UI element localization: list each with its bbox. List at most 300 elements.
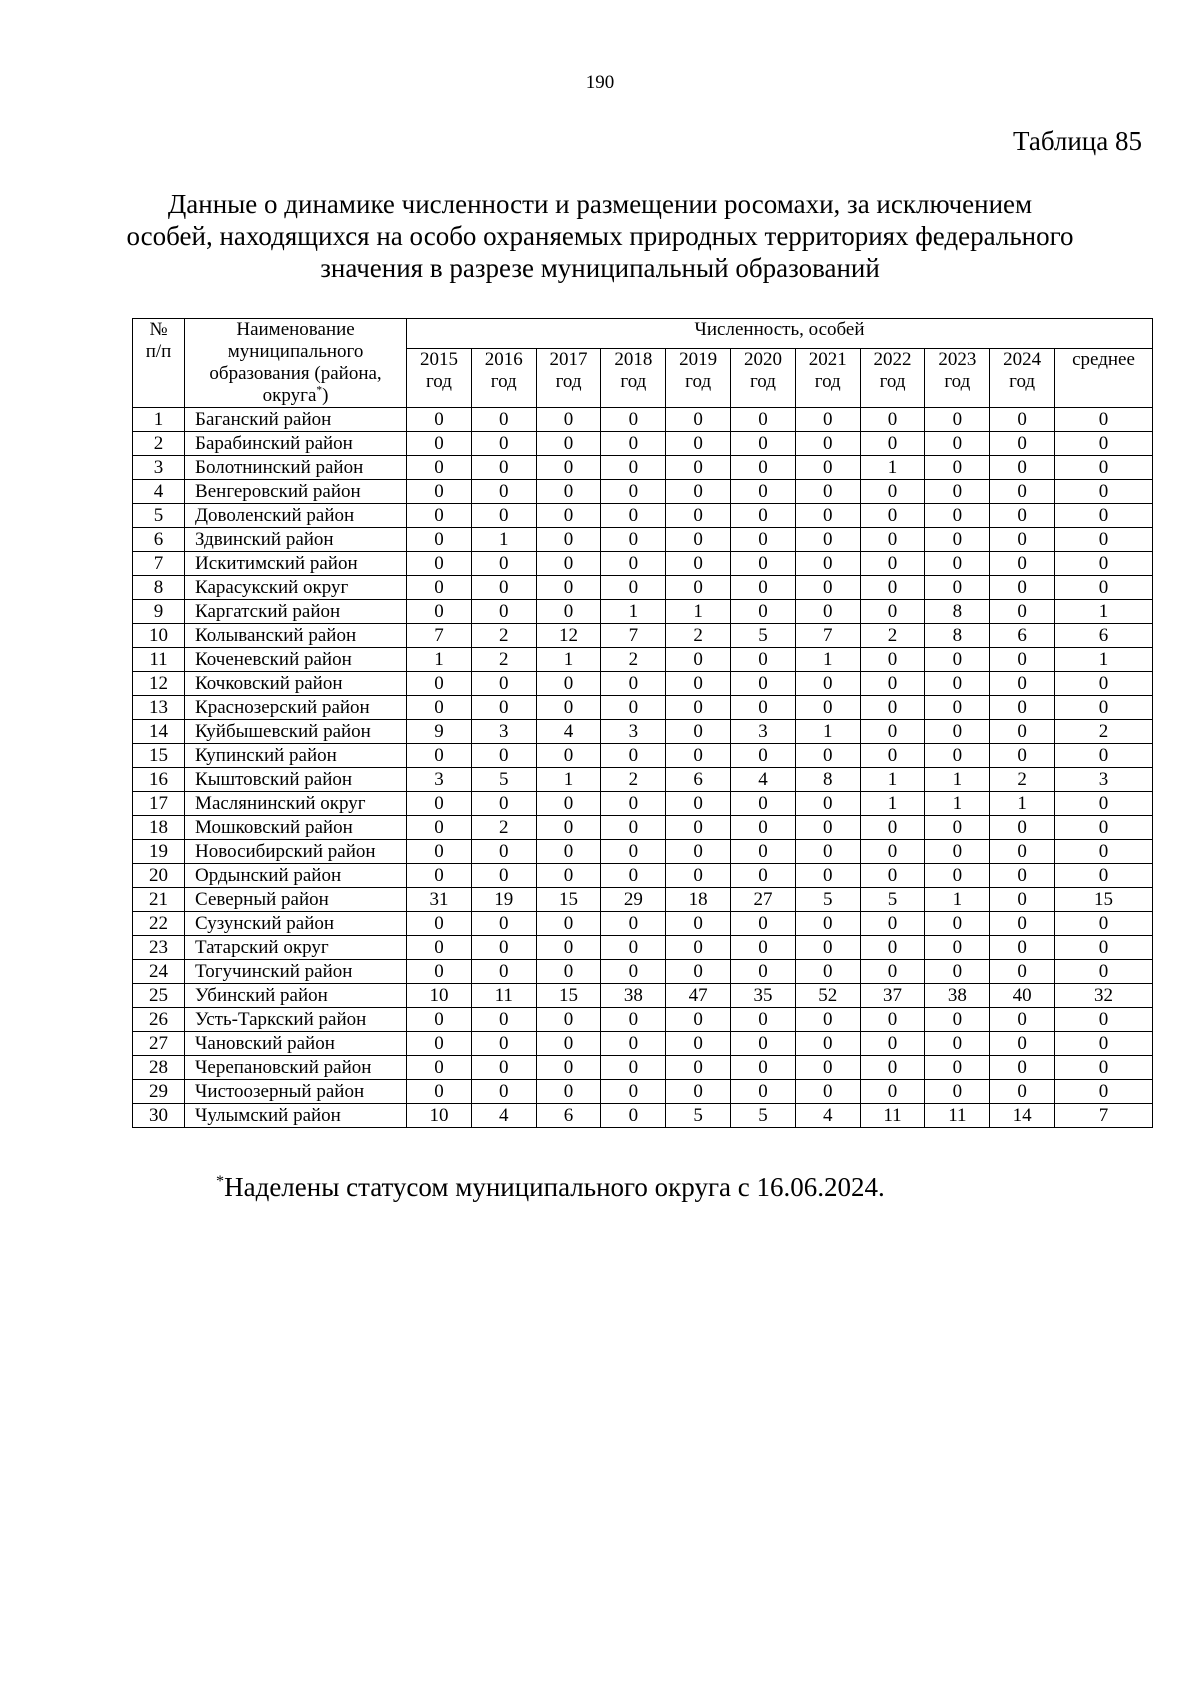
count-value: 0 bbox=[990, 552, 1055, 576]
count-value: 2 bbox=[601, 768, 666, 792]
year-value: 2018 bbox=[614, 349, 653, 371]
average-value: 0 bbox=[1055, 912, 1153, 936]
count-value: 0 bbox=[471, 408, 536, 432]
count-value: 0 bbox=[407, 432, 472, 456]
count-value: 5 bbox=[860, 888, 925, 912]
count-value: 0 bbox=[925, 576, 990, 600]
count-value: 0 bbox=[536, 936, 601, 960]
count-value: 18 bbox=[666, 888, 731, 912]
count-value: 5 bbox=[666, 1104, 731, 1128]
footnote-text: Наделены статусом муниципального округа с 16.06.2024. bbox=[224, 1172, 885, 1202]
count-value: 0 bbox=[860, 744, 925, 768]
column-header-year bbox=[990, 349, 1055, 408]
count-value: 0 bbox=[795, 504, 860, 528]
count-value: 0 bbox=[536, 1008, 601, 1032]
year-value: 2023 bbox=[938, 349, 977, 371]
count-value: 0 bbox=[731, 864, 796, 888]
count-value: 0 bbox=[731, 480, 796, 504]
count-value: 1 bbox=[860, 456, 925, 480]
count-value: 0 bbox=[990, 648, 1055, 672]
average-value: 0 bbox=[1055, 696, 1153, 720]
year-unit: год bbox=[1009, 371, 1036, 393]
count-value: 0 bbox=[795, 744, 860, 768]
count-value: 0 bbox=[601, 528, 666, 552]
count-value: 11 bbox=[860, 1104, 925, 1128]
table-row bbox=[133, 696, 1153, 720]
table-row bbox=[133, 1080, 1153, 1104]
municipality-name: Карасукский округ bbox=[185, 576, 407, 600]
count-value: 0 bbox=[407, 480, 472, 504]
average-value: 0 bbox=[1055, 744, 1153, 768]
row-number: 26 bbox=[133, 1008, 185, 1032]
count-value: 0 bbox=[990, 528, 1055, 552]
count-value: 2 bbox=[471, 624, 536, 648]
count-value: 0 bbox=[407, 936, 472, 960]
table-row bbox=[133, 1056, 1153, 1080]
year-unit: год bbox=[685, 371, 712, 393]
count-value: 0 bbox=[666, 1056, 731, 1080]
count-value: 0 bbox=[471, 696, 536, 720]
table-row bbox=[133, 936, 1153, 960]
table-row bbox=[133, 912, 1153, 936]
municipality-name: Краснозерский район bbox=[185, 696, 407, 720]
count-value: 0 bbox=[925, 1032, 990, 1056]
municipality-name: Болотнинский район bbox=[185, 456, 407, 480]
column-header-number bbox=[133, 319, 185, 408]
count-value: 0 bbox=[990, 840, 1055, 864]
column-header-year bbox=[407, 349, 472, 408]
footnote-marker: * bbox=[316, 384, 323, 397]
count-value: 0 bbox=[925, 672, 990, 696]
count-value: 0 bbox=[925, 840, 990, 864]
count-value: 0 bbox=[990, 1032, 1055, 1056]
count-value: 0 bbox=[731, 960, 796, 984]
count-value: 0 bbox=[860, 576, 925, 600]
municipality-name: Чановский район bbox=[185, 1032, 407, 1056]
municipality-name: Барабинский район bbox=[185, 432, 407, 456]
count-value: 0 bbox=[666, 696, 731, 720]
count-value: 0 bbox=[471, 744, 536, 768]
footnote bbox=[216, 1172, 885, 1203]
table-row bbox=[133, 984, 1153, 1008]
count-value: 0 bbox=[471, 960, 536, 984]
count-value: 0 bbox=[601, 456, 666, 480]
count-value: 0 bbox=[666, 408, 731, 432]
count-value: 0 bbox=[536, 552, 601, 576]
count-value: 1 bbox=[536, 768, 601, 792]
column-header-year bbox=[601, 349, 666, 408]
average-value: 0 bbox=[1055, 552, 1153, 576]
count-value: 0 bbox=[666, 576, 731, 600]
count-value: 0 bbox=[666, 864, 731, 888]
row-number: 13 bbox=[133, 696, 185, 720]
average-value: 0 bbox=[1055, 480, 1153, 504]
year-value: 2024 bbox=[1003, 349, 1042, 371]
municipality-name: Здвинский район bbox=[185, 528, 407, 552]
count-value: 8 bbox=[925, 600, 990, 624]
count-value: 3 bbox=[407, 768, 472, 792]
count-value: 0 bbox=[731, 936, 796, 960]
count-value: 0 bbox=[731, 840, 796, 864]
average-value: 6 bbox=[1055, 624, 1153, 648]
municipality-name: Ордынский район bbox=[185, 864, 407, 888]
count-value: 0 bbox=[407, 912, 472, 936]
count-value: 0 bbox=[407, 1032, 472, 1056]
average-value: 7 bbox=[1055, 1104, 1153, 1128]
count-value: 37 bbox=[860, 984, 925, 1008]
count-value: 0 bbox=[860, 816, 925, 840]
row-number: 6 bbox=[133, 528, 185, 552]
count-value: 19 bbox=[471, 888, 536, 912]
count-value: 0 bbox=[471, 1056, 536, 1080]
count-value: 0 bbox=[731, 648, 796, 672]
count-value: 0 bbox=[731, 432, 796, 456]
count-value: 0 bbox=[990, 744, 1055, 768]
row-number: 19 bbox=[133, 840, 185, 864]
municipality-name: Баганский район bbox=[185, 408, 407, 432]
row-number: 12 bbox=[133, 672, 185, 696]
count-value: 0 bbox=[536, 576, 601, 600]
count-value: 5 bbox=[471, 768, 536, 792]
count-value: 0 bbox=[990, 696, 1055, 720]
count-value: 0 bbox=[407, 600, 472, 624]
count-value: 0 bbox=[666, 528, 731, 552]
count-value: 3 bbox=[601, 720, 666, 744]
count-value: 0 bbox=[925, 816, 990, 840]
header-name-line: округа bbox=[262, 385, 317, 406]
table-row bbox=[133, 504, 1153, 528]
count-value: 0 bbox=[536, 1032, 601, 1056]
year-unit: год bbox=[620, 371, 647, 393]
year-unit: год bbox=[814, 371, 841, 393]
count-value: 0 bbox=[471, 672, 536, 696]
count-value: 0 bbox=[666, 648, 731, 672]
table-row bbox=[133, 648, 1153, 672]
column-header-year bbox=[860, 349, 925, 408]
count-value: 0 bbox=[601, 792, 666, 816]
count-value: 0 bbox=[536, 792, 601, 816]
count-value: 0 bbox=[860, 696, 925, 720]
count-value: 0 bbox=[860, 936, 925, 960]
title-line: значения в разрезе муниципальный образований bbox=[320, 253, 880, 283]
header-name-line: Наименование bbox=[236, 319, 355, 340]
row-number: 4 bbox=[133, 480, 185, 504]
count-value: 0 bbox=[666, 1008, 731, 1032]
count-value: 0 bbox=[536, 600, 601, 624]
count-value: 1 bbox=[407, 648, 472, 672]
table-row bbox=[133, 864, 1153, 888]
count-value: 9 bbox=[407, 720, 472, 744]
count-value: 15 bbox=[536, 984, 601, 1008]
count-value: 1 bbox=[666, 600, 731, 624]
header-name-line: муниципального bbox=[227, 341, 364, 362]
municipality-name: Коченевский район bbox=[185, 648, 407, 672]
table-label: Таблица 85 bbox=[1013, 126, 1142, 156]
municipality-name: Черепановский район bbox=[185, 1056, 407, 1080]
count-value: 6 bbox=[990, 624, 1055, 648]
count-value: 0 bbox=[601, 480, 666, 504]
count-value: 0 bbox=[795, 552, 860, 576]
row-number: 25 bbox=[133, 984, 185, 1008]
count-value: 27 bbox=[731, 888, 796, 912]
table-row bbox=[133, 576, 1153, 600]
table-row bbox=[133, 552, 1153, 576]
count-value: 31 bbox=[407, 888, 472, 912]
count-value: 0 bbox=[536, 456, 601, 480]
count-value: 0 bbox=[601, 936, 666, 960]
table-row bbox=[133, 768, 1153, 792]
count-value: 0 bbox=[471, 1032, 536, 1056]
count-value: 11 bbox=[925, 1104, 990, 1128]
row-number: 21 bbox=[133, 888, 185, 912]
count-value: 0 bbox=[471, 840, 536, 864]
population-table bbox=[132, 318, 1153, 1128]
count-value: 0 bbox=[731, 408, 796, 432]
count-value: 0 bbox=[666, 480, 731, 504]
average-value: 0 bbox=[1055, 792, 1153, 816]
count-value: 0 bbox=[860, 1080, 925, 1104]
municipality-name: Кыштовский район bbox=[185, 768, 407, 792]
count-value: 0 bbox=[731, 696, 796, 720]
year-value: 2019 bbox=[679, 349, 718, 371]
row-number: 8 bbox=[133, 576, 185, 600]
count-value: 0 bbox=[536, 840, 601, 864]
count-value: 0 bbox=[925, 528, 990, 552]
row-number: 17 bbox=[133, 792, 185, 816]
year-value: 2017 bbox=[549, 349, 588, 371]
count-value: 0 bbox=[925, 720, 990, 744]
count-value: 7 bbox=[795, 624, 860, 648]
count-value: 5 bbox=[731, 624, 796, 648]
row-number: 11 bbox=[133, 648, 185, 672]
count-value: 0 bbox=[601, 408, 666, 432]
column-header-year bbox=[925, 349, 990, 408]
count-value: 0 bbox=[601, 864, 666, 888]
municipality-name: Чулымский район bbox=[185, 1104, 407, 1128]
count-value: 5 bbox=[731, 1104, 796, 1128]
row-number: 7 bbox=[133, 552, 185, 576]
count-value: 0 bbox=[795, 936, 860, 960]
count-value: 10 bbox=[407, 984, 472, 1008]
count-value: 0 bbox=[666, 552, 731, 576]
count-value: 7 bbox=[601, 624, 666, 648]
count-value: 1 bbox=[471, 528, 536, 552]
column-header-average: среднее bbox=[1055, 349, 1153, 408]
count-value: 0 bbox=[601, 672, 666, 696]
average-value: 0 bbox=[1055, 528, 1153, 552]
header-number-sign: № bbox=[149, 319, 168, 340]
year-value: 2015 bbox=[419, 349, 458, 371]
count-value: 0 bbox=[860, 600, 925, 624]
count-value: 0 bbox=[471, 480, 536, 504]
column-header-year bbox=[731, 349, 796, 408]
count-value: 0 bbox=[990, 864, 1055, 888]
count-value: 0 bbox=[601, 576, 666, 600]
count-value: 0 bbox=[990, 912, 1055, 936]
count-value: 5 bbox=[795, 888, 860, 912]
table-row bbox=[133, 432, 1153, 456]
count-value: 0 bbox=[471, 432, 536, 456]
average-value: 0 bbox=[1055, 1032, 1153, 1056]
count-value: 1 bbox=[925, 792, 990, 816]
count-value: 0 bbox=[407, 864, 472, 888]
count-value: 0 bbox=[925, 408, 990, 432]
count-value: 0 bbox=[471, 792, 536, 816]
count-value: 3 bbox=[731, 720, 796, 744]
year-unit: год bbox=[749, 371, 776, 393]
count-value: 0 bbox=[860, 504, 925, 528]
count-value: 0 bbox=[601, 696, 666, 720]
year-value: 2021 bbox=[808, 349, 847, 371]
table-row bbox=[133, 816, 1153, 840]
average-value: 0 bbox=[1055, 864, 1153, 888]
count-value: 0 bbox=[407, 840, 472, 864]
count-value: 0 bbox=[860, 672, 925, 696]
count-value: 0 bbox=[795, 672, 860, 696]
count-value: 0 bbox=[601, 1104, 666, 1128]
count-value: 0 bbox=[601, 840, 666, 864]
row-number: 15 bbox=[133, 744, 185, 768]
count-value: 0 bbox=[795, 840, 860, 864]
row-number: 22 bbox=[133, 912, 185, 936]
count-value: 0 bbox=[795, 792, 860, 816]
table-row bbox=[133, 528, 1153, 552]
count-value: 0 bbox=[990, 576, 1055, 600]
count-value: 0 bbox=[731, 816, 796, 840]
count-value: 0 bbox=[990, 1056, 1055, 1080]
count-value: 0 bbox=[731, 552, 796, 576]
table-row bbox=[133, 840, 1153, 864]
municipality-name: Новосибирский район bbox=[185, 840, 407, 864]
count-value: 0 bbox=[860, 1032, 925, 1056]
count-value: 0 bbox=[990, 480, 1055, 504]
count-value: 0 bbox=[925, 1056, 990, 1080]
table-row bbox=[133, 744, 1153, 768]
count-value: 0 bbox=[666, 792, 731, 816]
year-unit: год bbox=[944, 371, 971, 393]
count-value: 0 bbox=[795, 432, 860, 456]
municipality-name: Убинский район bbox=[185, 984, 407, 1008]
average-value: 0 bbox=[1055, 576, 1153, 600]
table-row bbox=[133, 792, 1153, 816]
count-value: 0 bbox=[925, 960, 990, 984]
count-value: 0 bbox=[925, 480, 990, 504]
count-value: 2 bbox=[471, 648, 536, 672]
average-value: 0 bbox=[1055, 504, 1153, 528]
count-value: 0 bbox=[471, 600, 536, 624]
count-value: 0 bbox=[795, 576, 860, 600]
count-value: 0 bbox=[925, 936, 990, 960]
count-value: 0 bbox=[990, 720, 1055, 744]
count-value: 40 bbox=[990, 984, 1055, 1008]
count-value: 0 bbox=[731, 792, 796, 816]
municipality-name: Татарский округ bbox=[185, 936, 407, 960]
count-value: 0 bbox=[731, 456, 796, 480]
count-value: 0 bbox=[601, 504, 666, 528]
count-value: 0 bbox=[536, 1080, 601, 1104]
table-row bbox=[133, 720, 1153, 744]
average-value: 0 bbox=[1055, 1056, 1153, 1080]
count-value: 0 bbox=[860, 720, 925, 744]
count-value: 0 bbox=[536, 960, 601, 984]
count-value: 0 bbox=[601, 816, 666, 840]
municipality-name: Куйбышевский район bbox=[185, 720, 407, 744]
count-value: 0 bbox=[860, 552, 925, 576]
count-value: 6 bbox=[666, 768, 731, 792]
average-value: 0 bbox=[1055, 1080, 1153, 1104]
count-value: 0 bbox=[795, 1032, 860, 1056]
count-value: 10 bbox=[407, 1104, 472, 1128]
count-value: 0 bbox=[990, 672, 1055, 696]
count-value: 0 bbox=[731, 576, 796, 600]
count-value: 0 bbox=[536, 672, 601, 696]
average-value: 0 bbox=[1055, 672, 1153, 696]
municipality-name: Сузунский район bbox=[185, 912, 407, 936]
count-value: 38 bbox=[601, 984, 666, 1008]
column-header-year bbox=[795, 349, 860, 408]
row-number: 18 bbox=[133, 816, 185, 840]
row-number: 29 bbox=[133, 1080, 185, 1104]
count-value: 2 bbox=[666, 624, 731, 648]
count-value: 0 bbox=[731, 912, 796, 936]
count-value: 0 bbox=[666, 744, 731, 768]
year-unit: год bbox=[555, 371, 582, 393]
count-value: 0 bbox=[795, 480, 860, 504]
row-number: 5 bbox=[133, 504, 185, 528]
count-value: 0 bbox=[990, 816, 1055, 840]
count-value: 6 bbox=[536, 1104, 601, 1128]
municipality-name: Каргатский район bbox=[185, 600, 407, 624]
count-value: 0 bbox=[925, 864, 990, 888]
count-value: 0 bbox=[990, 504, 1055, 528]
count-value: 0 bbox=[795, 600, 860, 624]
count-value: 0 bbox=[925, 552, 990, 576]
count-value: 0 bbox=[666, 456, 731, 480]
count-value: 0 bbox=[407, 816, 472, 840]
count-value: 0 bbox=[601, 1032, 666, 1056]
count-value: 2 bbox=[601, 648, 666, 672]
count-value: 0 bbox=[731, 1032, 796, 1056]
count-value: 29 bbox=[601, 888, 666, 912]
count-value: 0 bbox=[666, 936, 731, 960]
row-number: 28 bbox=[133, 1056, 185, 1080]
count-value: 0 bbox=[925, 648, 990, 672]
municipality-name: Чистоозерный район bbox=[185, 1080, 407, 1104]
count-value: 0 bbox=[795, 960, 860, 984]
count-value: 0 bbox=[731, 1008, 796, 1032]
count-value: 0 bbox=[471, 576, 536, 600]
count-value: 0 bbox=[666, 816, 731, 840]
table-row bbox=[133, 600, 1153, 624]
count-value: 0 bbox=[666, 432, 731, 456]
count-value: 0 bbox=[666, 840, 731, 864]
count-value: 4 bbox=[731, 768, 796, 792]
count-value: 0 bbox=[536, 504, 601, 528]
count-value: 0 bbox=[407, 792, 472, 816]
column-header-year bbox=[666, 349, 731, 408]
count-value: 0 bbox=[601, 1008, 666, 1032]
count-value: 0 bbox=[601, 912, 666, 936]
row-number: 2 bbox=[133, 432, 185, 456]
count-value: 8 bbox=[795, 768, 860, 792]
count-value: 4 bbox=[795, 1104, 860, 1128]
count-value: 0 bbox=[601, 432, 666, 456]
count-value: 0 bbox=[731, 528, 796, 552]
count-value: 0 bbox=[860, 480, 925, 504]
count-value: 0 bbox=[795, 1008, 860, 1032]
count-value: 0 bbox=[536, 1056, 601, 1080]
average-value: 32 bbox=[1055, 984, 1153, 1008]
